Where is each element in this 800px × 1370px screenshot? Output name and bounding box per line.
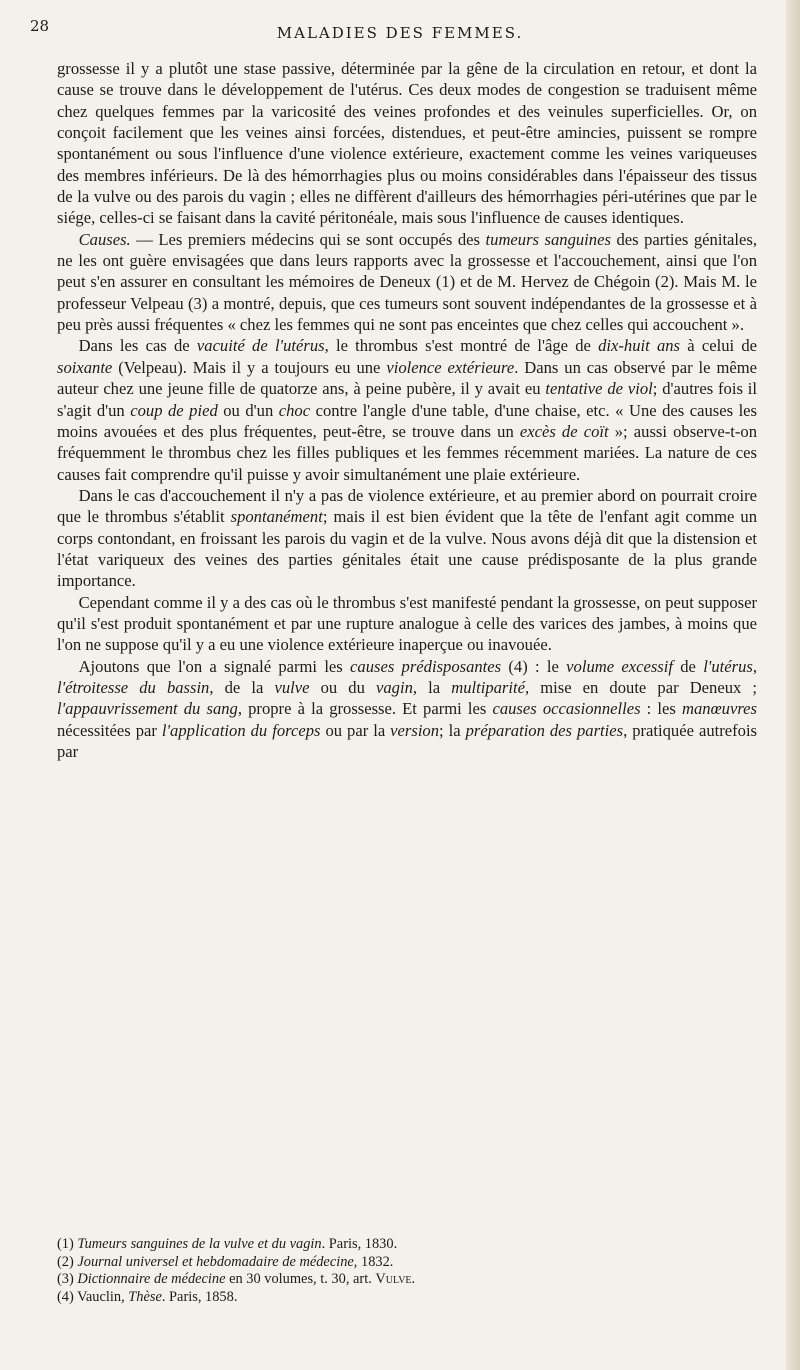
text-run: ou d'un (217, 400, 279, 420)
small-caps: Vulve (375, 1271, 412, 1288)
text-run: , de la (209, 677, 275, 697)
emphasis: causes occasionnelles (492, 699, 641, 719)
emphasis: excès de coït (519, 421, 609, 441)
footnote-4 (57, 1289, 757, 1307)
emphasis: tumeurs sanguines (485, 229, 611, 249)
text-run: , propre à la grossesse. Et parmi les (237, 699, 493, 719)
text-run: , la (412, 677, 452, 697)
emphasis: soixante (57, 357, 113, 377)
text-run: , pratiquée autrefois par (57, 720, 758, 761)
emphasis: Dictionnaire de médecine (77, 1271, 226, 1288)
emphasis: l'application du forceps (161, 720, 321, 740)
text-run: des parties génitales, ne les ont guère envisagées que dans leurs rapports avec la grossesse et l'accouchement, ainsi que l'on peut s'en assurer en consultant les mémoires de Deneux (1) et de M. Hervez de Chégoin (2). Mais M. le professeur Velpeau (3) a montré, depuis, que ces tumeurs sont souvent indépendantes de la grossesse et à peu près aussi fréquentes « chez les femmes qui ne sont pas enceintes que chez celles qui accouchent ». (57, 229, 757, 335)
paragraph-2-causes (57, 229, 757, 336)
text-run: Ajoutons que l'on a signalé parmi les (78, 656, 351, 676)
text-run: (Velpeau). Mais il y a toujours eu une (112, 357, 387, 377)
text-run: à celui de (680, 336, 757, 356)
text-run: , le thrombus s'est montré de l'âge de (324, 336, 599, 356)
footnotes (57, 1236, 757, 1306)
text-run: Cependant comme il y a des cas où le thrombus s'est manifesté pendant la grossesse, on peut supposer qu'il s'est produit spontanément et par une rupture analogue à celle des varices des jambes, à moins que l'on ne suppose qu'il y a eu une violence extérieure inaperçue ou inavouée. (57, 592, 757, 655)
text-run: Dans les cas de (78, 336, 197, 356)
emphasis: choc (278, 400, 311, 420)
text-run: — Les premiers médecins qui se sont occupés des (130, 229, 486, 249)
emphasis: Thèse (128, 1288, 162, 1305)
text-run: contre l'angle d'une table, d'une chaise, etc. « Une des causes les moins avouées et des plus fréquentes, peut-être, se trouve dans un (57, 400, 757, 441)
text-run: ; d'autres fois il s'agit d'un (57, 379, 757, 420)
text-run: nécessitées par (57, 720, 162, 740)
footnote-marker: (1) (57, 1236, 78, 1252)
text-run: de (672, 656, 704, 676)
emphasis: l'appauvrissement du sang (57, 699, 238, 719)
paragraph-1 (57, 58, 757, 229)
footnote-3 (57, 1271, 757, 1289)
section-heading-causes: Causes. (78, 229, 131, 249)
paragraph-6 (57, 656, 757, 763)
emphasis: dix-huit ans (598, 336, 681, 356)
paragraph-5 (57, 592, 757, 656)
text-run: (4) : le (501, 656, 567, 676)
emphasis: volume excessif (566, 656, 673, 676)
emphasis: vulve (274, 677, 310, 697)
text-run: , 1832. (353, 1253, 394, 1270)
emphasis: préparation des parties (465, 720, 624, 740)
text-run: . Paris, 1830. (321, 1236, 398, 1252)
text-run: ; la (439, 720, 466, 740)
emphasis: spontanément (230, 507, 323, 527)
emphasis: manœuvres (682, 699, 757, 719)
text-run: , (752, 656, 757, 676)
emphasis: Tumeurs sanguines de la vulve et du vagin (77, 1236, 322, 1252)
text-run: ou par la (320, 720, 391, 740)
footnote-marker: (3) (57, 1271, 78, 1288)
emphasis: vacuité de l'utérus (196, 336, 325, 356)
text-run: »; aussi observe-t-on fréquemment le thrombus chez les filles publiques et les femmes récemment mariées. La nature de ces causes fait comprendre qu'il puisse y avoir simultanément une plaie extérieure. (57, 421, 757, 484)
text-run: , mise en doute par Deneux ; (524, 677, 758, 697)
text-run: ; mais il est bien évident que la tête de l'enfant agit comme un corps contondant, en froissant les parois du vagin et de la vulve. Nous avons déjà dit que la distension et l'état variqueux des veines des parties génitales était une cause prédisposante de la plus grande importance. (57, 507, 757, 591)
emphasis: l'utérus (703, 656, 753, 676)
text-run: . Dans un cas observé par le même auteur chez une jeune fille de quatorze ans, à peine pubère, il y avait eu (57, 357, 757, 399)
paragraph-4 (57, 485, 757, 592)
running-head: MALADIES DES FEMMES. (276, 24, 524, 42)
emphasis: version (390, 720, 440, 740)
paragraph-3 (57, 335, 757, 484)
footnote-marker: (2) (57, 1253, 78, 1270)
text-run: grossesse il y a plutôt une stase passive, déterminée par la gêne de la circulation en retour, et dont la cause se trouve dans le développement de l'utérus. Ces deux modes de congestion se traduisent même chez quelques femmes par la varicosité des veines profondes et des veinules superficielles. Or, on conçoit facilement que les veines ainsi forcées, distendues, et peut-être amincies, puissent se rompre spontanément ou sous l'influence d'une violence extérieure, exactement comme les veines variqueuses des membres inférieurs. De là des hémorrhagies plus ou moins considérables dans l'épaisseur des tissus de la vulve ou des parois du vagin ; elles ne diffèrent d'ailleurs des hémorrhagies péri-utérines que par le siége, celles-ci se faisant dans la cavité péritonéale, mais sous l'influence de causes identiques. (57, 59, 757, 228)
text-run: . Paris, 1858. (161, 1288, 238, 1305)
text-run: ou du (309, 677, 376, 697)
emphasis: Journal universel et hebdomadaire de médecine (77, 1253, 354, 1270)
emphasis: causes prédisposantes (350, 656, 502, 676)
page-edge-shadow (786, 0, 800, 1370)
footnote-marker: (4) Vauclin, (57, 1288, 129, 1305)
emphasis: l'étroitesse du bassin (57, 677, 210, 697)
emphasis: tentative de viol (545, 379, 653, 399)
emphasis: vagin (376, 677, 413, 697)
body-text (57, 58, 757, 762)
emphasis: multiparité (451, 677, 525, 697)
text-run: . (411, 1271, 416, 1288)
text-run: : les (640, 699, 683, 719)
page-number: 28 (30, 17, 50, 35)
footnote-1 (57, 1236, 757, 1254)
footnote-2 (57, 1254, 757, 1272)
text-run: en 30 volumes, t. 30, art. (225, 1271, 376, 1288)
emphasis: coup de pied (130, 400, 218, 420)
emphasis: violence extérieure (386, 357, 515, 377)
text-run: Dans le cas d'accouchement il n'y a pas de violence extérieure, et au premier abord on pourrait croire que le thrombus s'établit (57, 485, 757, 527)
